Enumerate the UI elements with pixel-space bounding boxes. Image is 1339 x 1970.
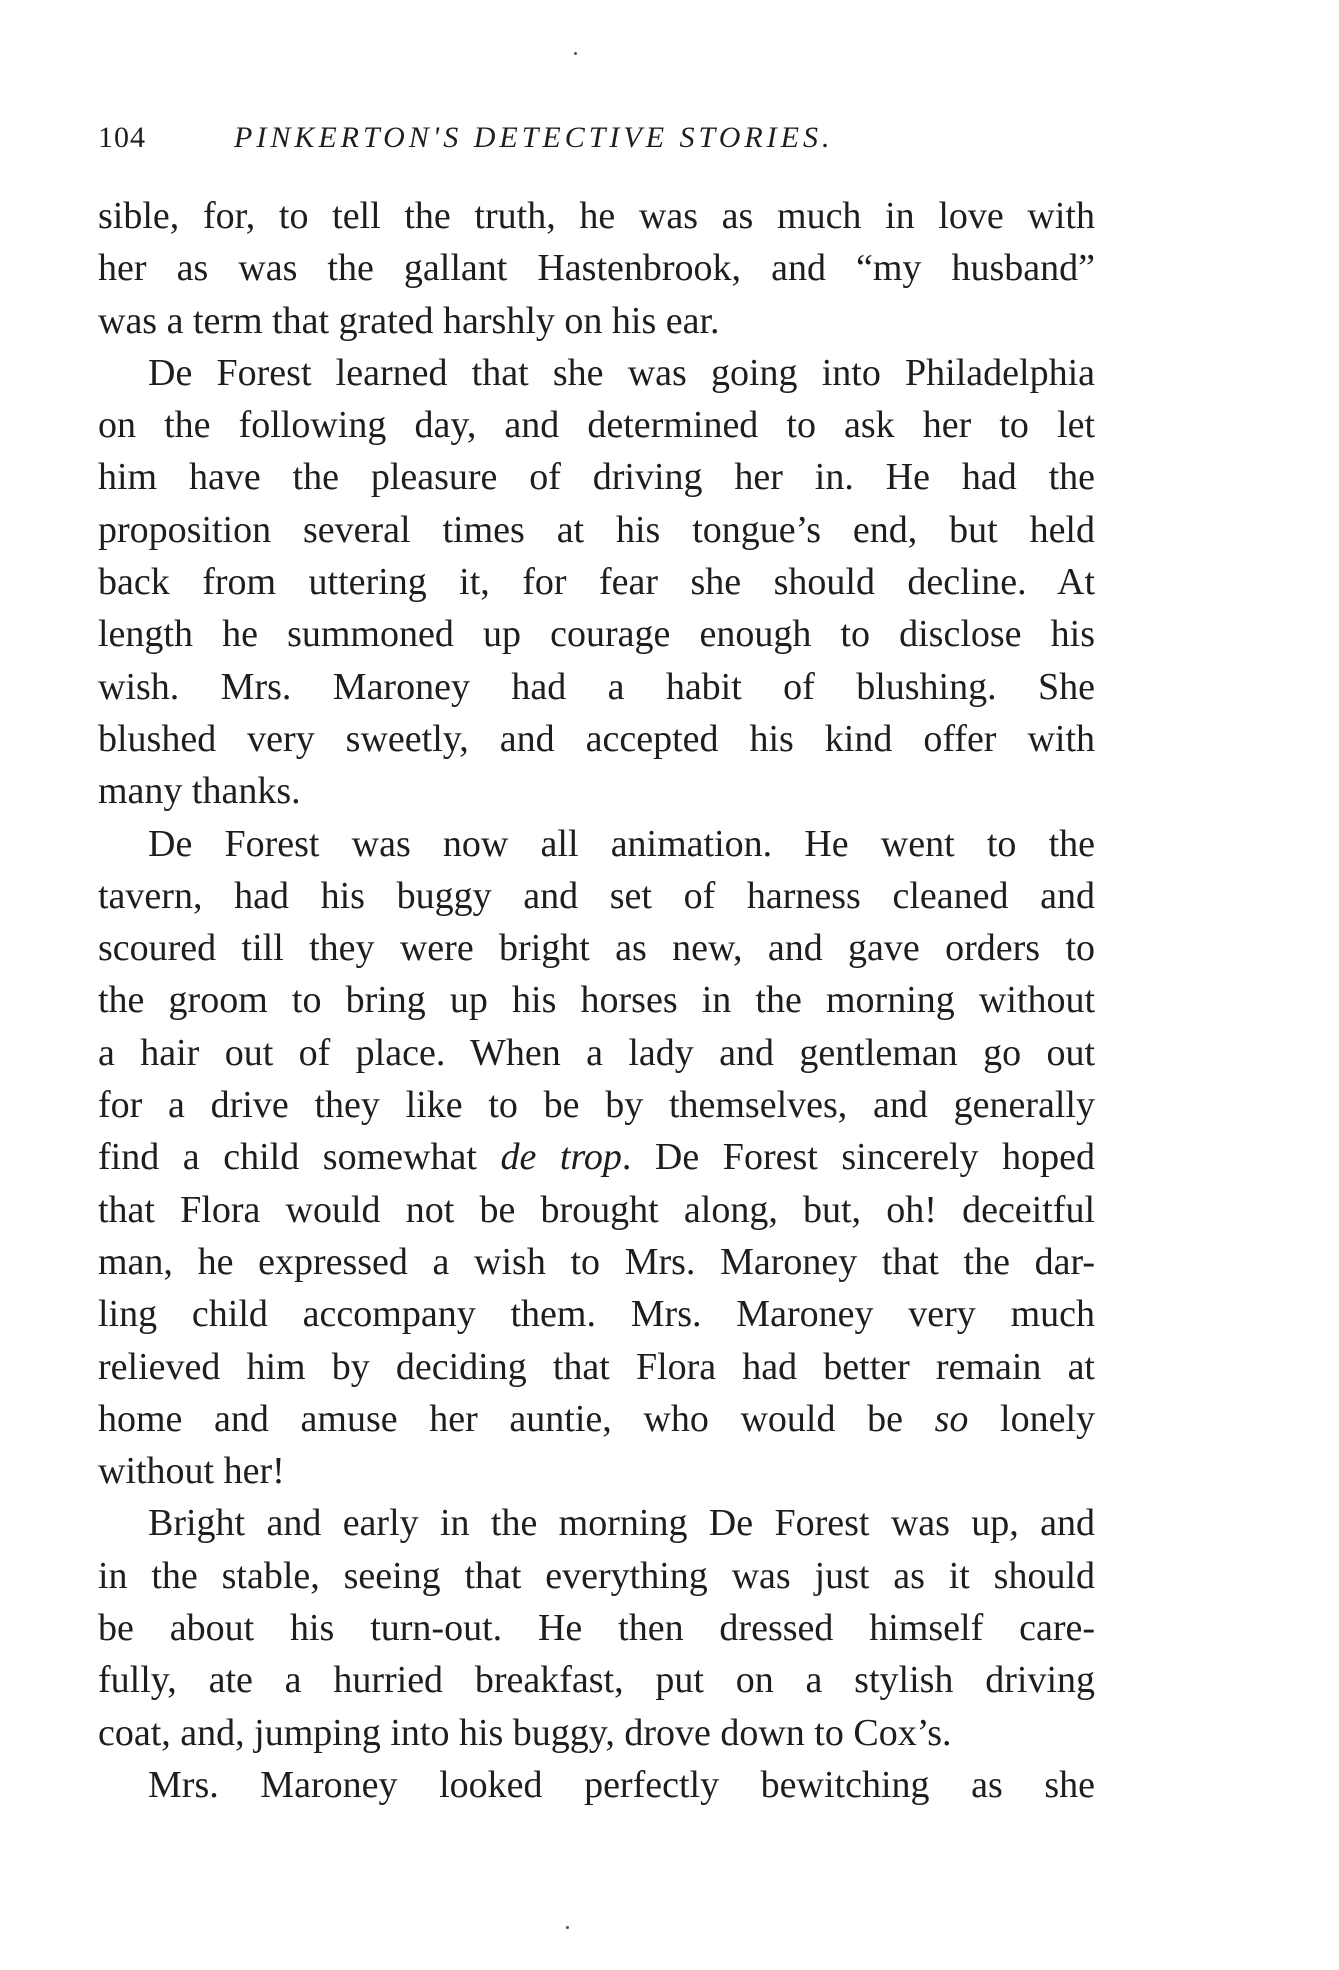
text-line: relieved him by deciding that Flora had better remain at (98, 1345, 1095, 1388)
text-line: ling child accompany them. Mrs. Maroney very much (98, 1293, 1095, 1336)
page-header (98, 116, 1098, 160)
text-line: Bright and early in the morning De Forest was up, and (148, 1502, 1095, 1545)
text-line: her as was the gallant Hastenbrook, and “my husband” (98, 247, 1095, 290)
text-line: Mrs. Maroney looked perfectly bewitching as she (148, 1763, 1095, 1806)
text-line: length he summoned up courage enough to disclose his (98, 613, 1095, 656)
text-line: the groom to bring up his horses in the morning without (98, 979, 1095, 1022)
text-line: that Flora would not be brought along, but, oh! deceitful (98, 1188, 1095, 1231)
text-line: man, he expressed a wish to Mrs. Maroney that the dar- (98, 1240, 1095, 1283)
text-line: tavern, had his buggy and set of harness cleaned and (98, 874, 1095, 917)
running-head: PINKERTON'S DETECTIVE STORIES. (234, 121, 834, 154)
print-speck (566, 1926, 569, 1929)
text-line: find a child somewhat de trop. De Forest sincerely hoped (98, 1136, 1095, 1179)
text-line: fully, ate a hurried breakfast, put on a stylish driving (98, 1659, 1095, 1702)
text-line: many thanks. (98, 770, 301, 813)
text-line: scoured till they were bright as new, and gave orders to (98, 927, 1095, 970)
text-line: wish. Mrs. Maroney had a habit of blushing. She (98, 665, 1095, 708)
text-line: him have the pleasure of driving her in. He had the (98, 456, 1095, 499)
print-speck (574, 52, 577, 55)
text-line: coat, and, jumping into his buggy, drove down to Cox’s. (98, 1711, 952, 1754)
text-line: proposition several times at his tongue’s end, but held (98, 508, 1095, 551)
text-line: on the following day, and determined to ask her to let (98, 404, 1095, 447)
text-line: blushed very sweetly, and accepted his kind offer with (98, 717, 1095, 760)
text-line: for a drive they like to be by themselves, and generally (98, 1084, 1095, 1127)
body-text (98, 190, 1095, 1811)
text-line: sible, for, to tell the truth, he was as much in love with (98, 195, 1095, 237)
text-line: without her! (98, 1450, 285, 1493)
text-line: home and amuse her auntie, who would be so lonely (98, 1397, 1096, 1440)
text-line: De Forest learned that she was going into Philadelphia (148, 351, 1095, 394)
text-line: in the stable, seeing that everything was just as it should (98, 1554, 1095, 1597)
text-line: a hair out of place. When a lady and gentleman go out (98, 1031, 1095, 1074)
text-line: was a term that grated harshly on his ear. (98, 299, 720, 342)
page-number: 104 (98, 121, 146, 154)
text-line: back from uttering it, for fear she should decline. At (98, 561, 1095, 604)
text-line: De Forest was now all animation. He went to the (148, 822, 1095, 865)
text-line: be about his turn-out. He then dressed himself care- (98, 1607, 1095, 1650)
